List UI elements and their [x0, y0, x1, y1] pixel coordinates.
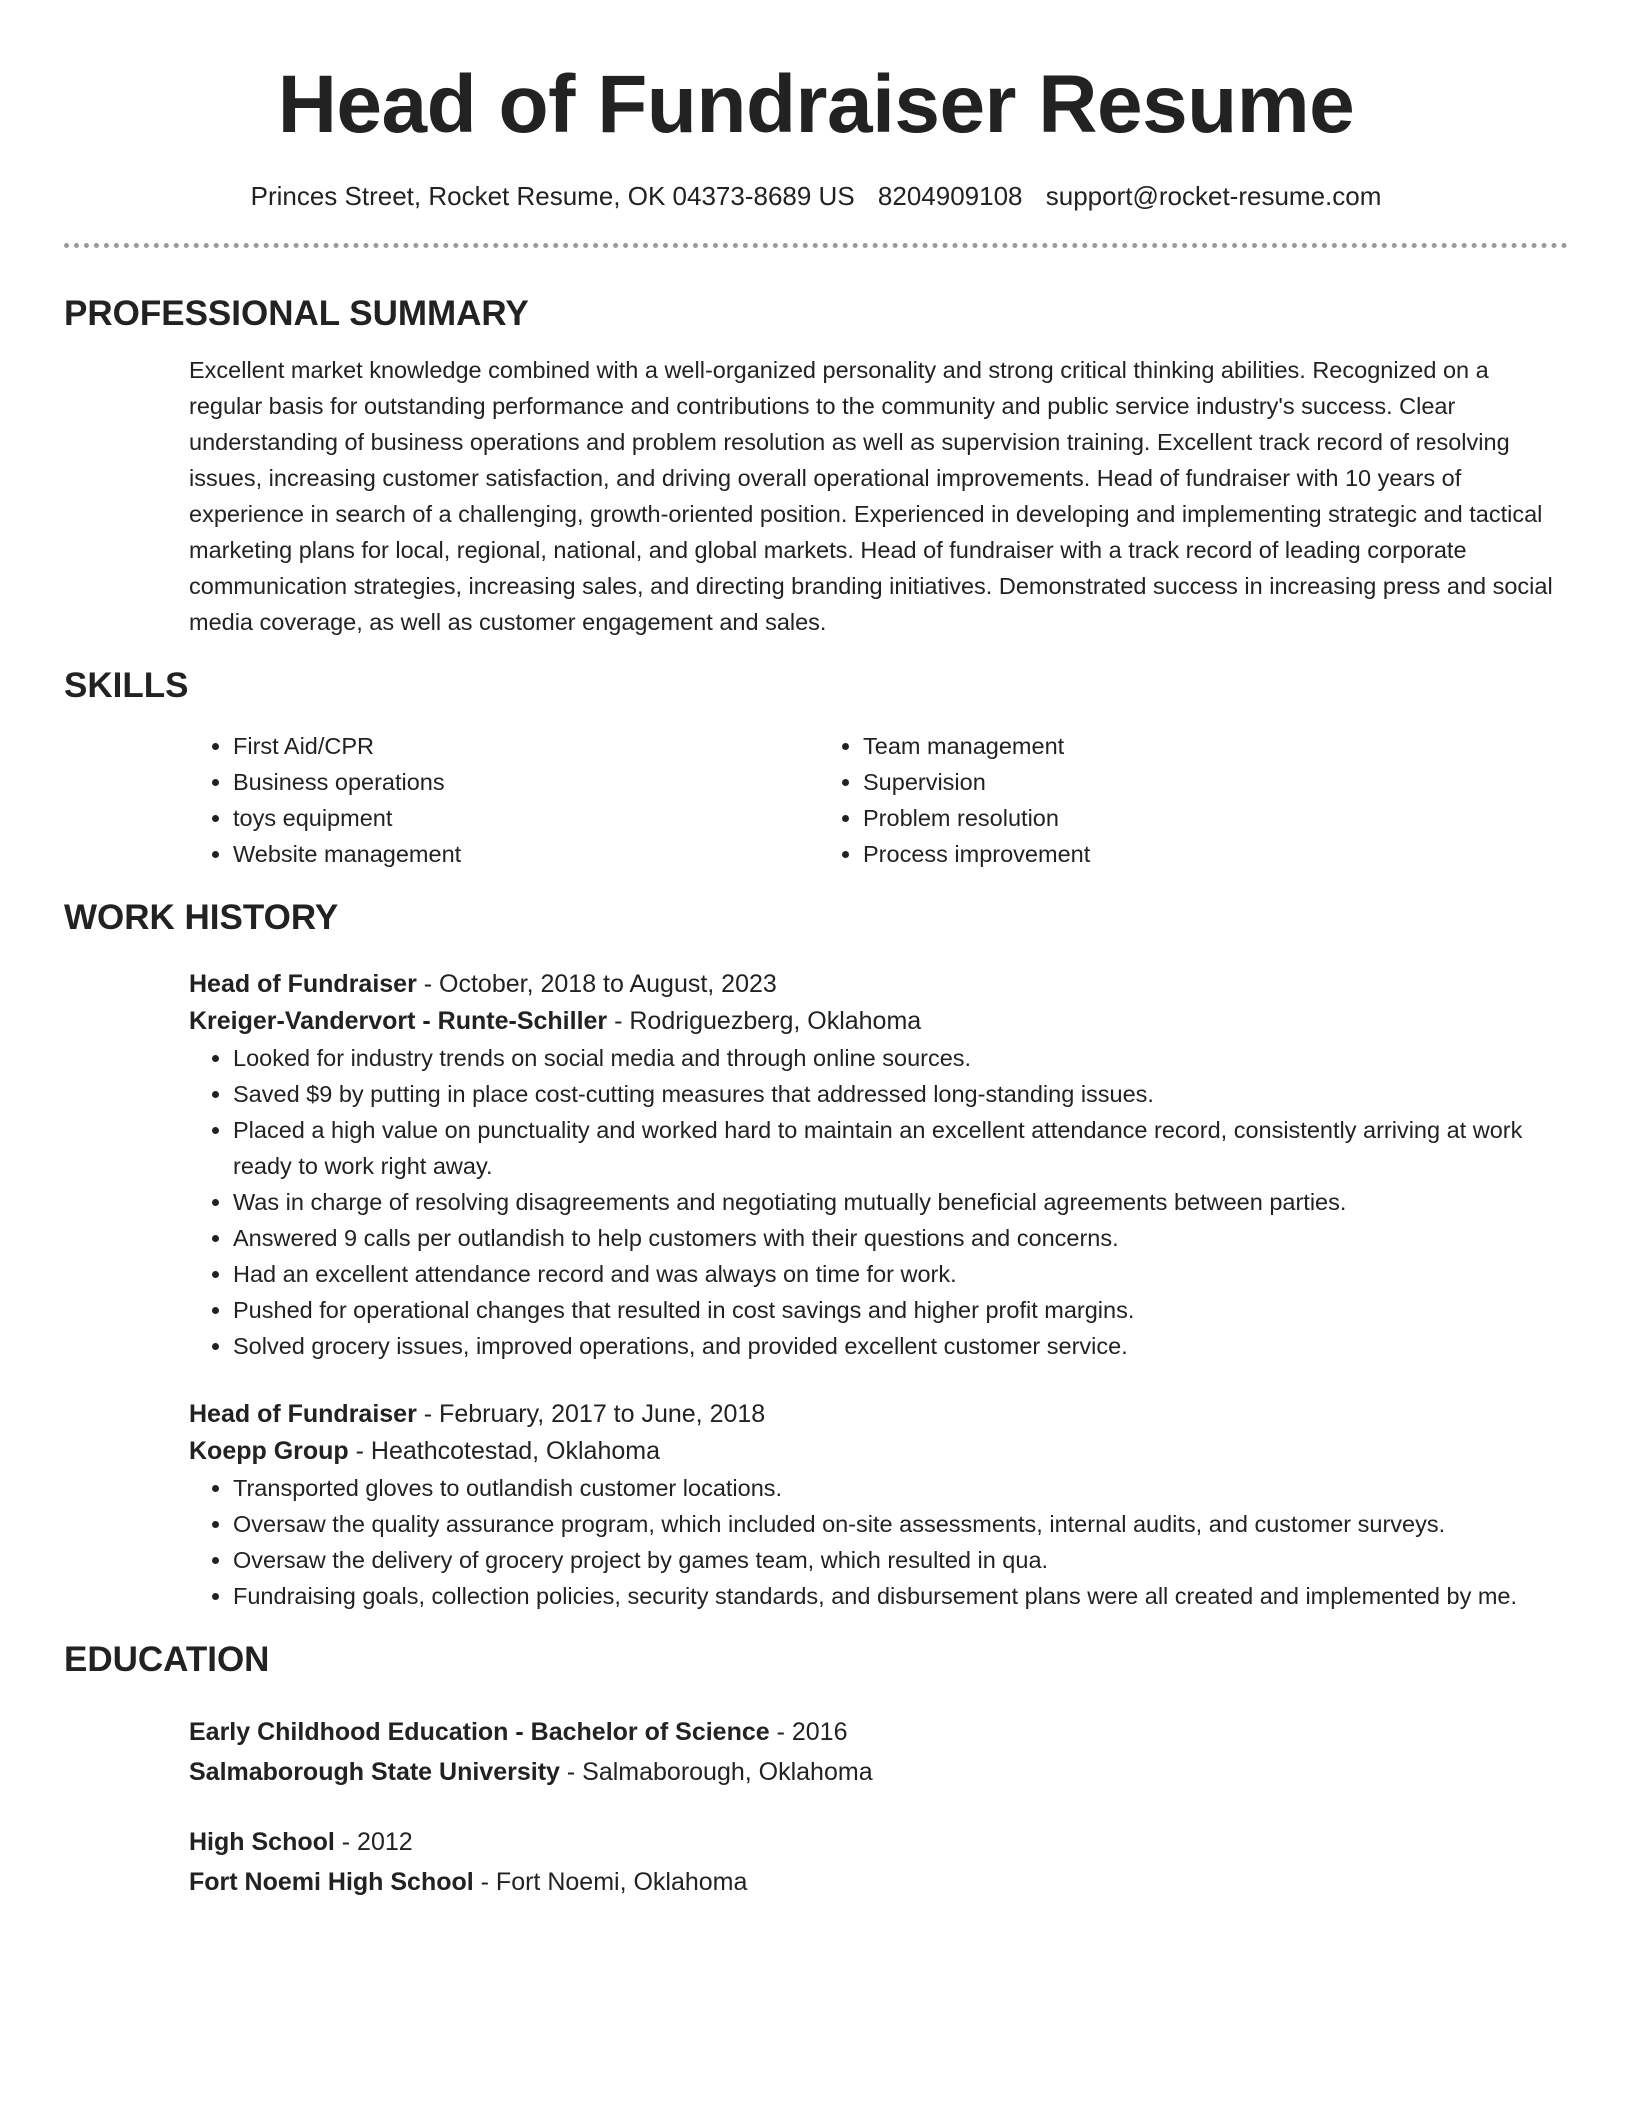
job-bullets: [189, 1470, 1568, 1614]
education-entry: [189, 1712, 1568, 1792]
job-bullet: • Oversaw the quality assurance program, which included on-site assessments, internal audits, and customer surveys.: [233, 1506, 1568, 1542]
job-location: - Rodriguezberg, Oklahoma: [607, 1007, 922, 1035]
job-bullet: • Solved grocery issues, improved operations, and provided excellent customer service.: [233, 1328, 1568, 1364]
skills-column-right: [819, 728, 1568, 872]
education-school-line: [189, 1862, 1568, 1902]
job-title-line: [189, 1396, 1568, 1433]
job-company-line: [189, 1433, 1568, 1470]
skills-column-left: [189, 728, 819, 872]
education-school: Salmaborough State University: [189, 1758, 560, 1786]
job-company: Kreiger-Vandervort - Runte-Schiller: [189, 1007, 608, 1035]
job-location: - Heathcotestad, Oklahoma: [348, 1437, 660, 1465]
contact-email: support@rocket-resume.com: [1045, 181, 1382, 211]
job-bullet: • Had an excellent attendance record and was always on time for work.: [233, 1256, 1568, 1292]
education-entry: [189, 1822, 1568, 1902]
job-bullets: [189, 1040, 1568, 1364]
education-degree-line: [189, 1822, 1568, 1862]
job-entry: [189, 1396, 1568, 1614]
job-bullet: • Oversaw the delivery of grocery project by games team, which resulted in qua.: [233, 1542, 1568, 1578]
education-location: - Fort Noemi, Oklahoma: [473, 1868, 748, 1896]
skill-item: • Process improvement: [863, 836, 1568, 872]
job-dates: - February, 2017 to June, 2018: [416, 1400, 766, 1428]
education-degree-line: [189, 1712, 1568, 1752]
header-divider: [64, 243, 1568, 248]
job-company-line: [189, 1003, 1568, 1040]
contact-line: [64, 179, 1568, 213]
job-bullet: • Pushed for operational changes that resulted in cost savings and higher profit margins.: [233, 1292, 1568, 1328]
job-dates: - October, 2018 to August, 2023: [416, 970, 777, 998]
summary-heading: PROFESSIONAL SUMMARY: [64, 294, 529, 333]
skill-item: • Website management: [233, 836, 819, 872]
job-bullet: • Placed a high value on punctuality and worked hard to maintain an excellent attendance record, consistently arriving at work ready to work right away.: [233, 1112, 1568, 1184]
contact-address: Princes Street, Rocket Resume, OK 04373-8689 US: [250, 181, 855, 211]
skills-list: [189, 728, 1568, 872]
job-entry: [189, 966, 1568, 1364]
education-year: - 2012: [334, 1828, 413, 1856]
job-title: Head of Fundraiser: [189, 970, 417, 998]
work-history-heading: WORK HISTORY: [64, 898, 339, 937]
skill-item: • Business operations: [233, 764, 819, 800]
job-company: Koepp Group: [189, 1437, 349, 1465]
job-title: Head of Fundraiser: [189, 1400, 417, 1428]
job-bullet: • Fundraising goals, collection policies, security standards, and disbursement plans were all created and implemented by me.: [233, 1578, 1568, 1614]
skill-item: • toys equipment: [233, 800, 819, 836]
job-title-line: [189, 966, 1568, 1003]
education-school: Fort Noemi High School: [189, 1868, 474, 1896]
job-bullet: • Saved $9 by putting in place cost-cutting measures that addressed long-standing issues.: [233, 1076, 1568, 1112]
job-bullet: • Was in charge of resolving disagreements and negotiating mutually beneficial agreements between parties.: [233, 1184, 1568, 1220]
education-list: [189, 1712, 1568, 1902]
job-bullet: • Transported gloves to outlandish customer locations.: [233, 1470, 1568, 1506]
education-degree: High School: [189, 1828, 335, 1856]
skills-heading: SKILLS: [64, 666, 189, 705]
job-bullet: • Answered 9 calls per outlandish to help customers with their questions and concerns.: [233, 1220, 1568, 1256]
contact-phone: 8204909108: [877, 181, 1023, 211]
skill-item: • Problem resolution: [863, 800, 1568, 836]
education-degree: Early Childhood Education - Bachelor of Science: [189, 1718, 770, 1746]
skill-item: • First Aid/CPR: [233, 728, 819, 764]
summary-text: Excellent market knowledge combined with a well-organized personality and strong critical thinking abilities. Recognized on a regular basis for outstanding performance and contributions to the community and public service industry's success. Clear understanding of business operations and problem resolution as well as supervision training. Excellent track record of resolving issues, increasing customer satisfaction, and driving overall operational improvements. Head of fundraiser with 10 years of experience in search of a challenging, growth-oriented position. Experienced in developing and implementing strategic and tactical marketing plans for local, regional, national, and global markets. Head of fundraiser with a track record of leading corporate communication strategies, increasing sales, and directing branding initiatives. Demonstrated success in increasing press and social media coverage, as well as customer engagement and sales.: [189, 357, 1553, 635]
education-location: - Salmaborough, Oklahoma: [559, 1758, 873, 1786]
skill-item: • Supervision: [863, 764, 1568, 800]
education-school-line: [189, 1752, 1568, 1792]
education-year: - 2016: [769, 1718, 848, 1746]
resume-title: Head of Fundraiser Resume: [277, 59, 1355, 150]
education-heading: EDUCATION: [64, 1640, 270, 1679]
job-bullet: • Looked for industry trends on social media and through online sources.: [233, 1040, 1568, 1076]
skill-item: • Team management: [863, 728, 1568, 764]
